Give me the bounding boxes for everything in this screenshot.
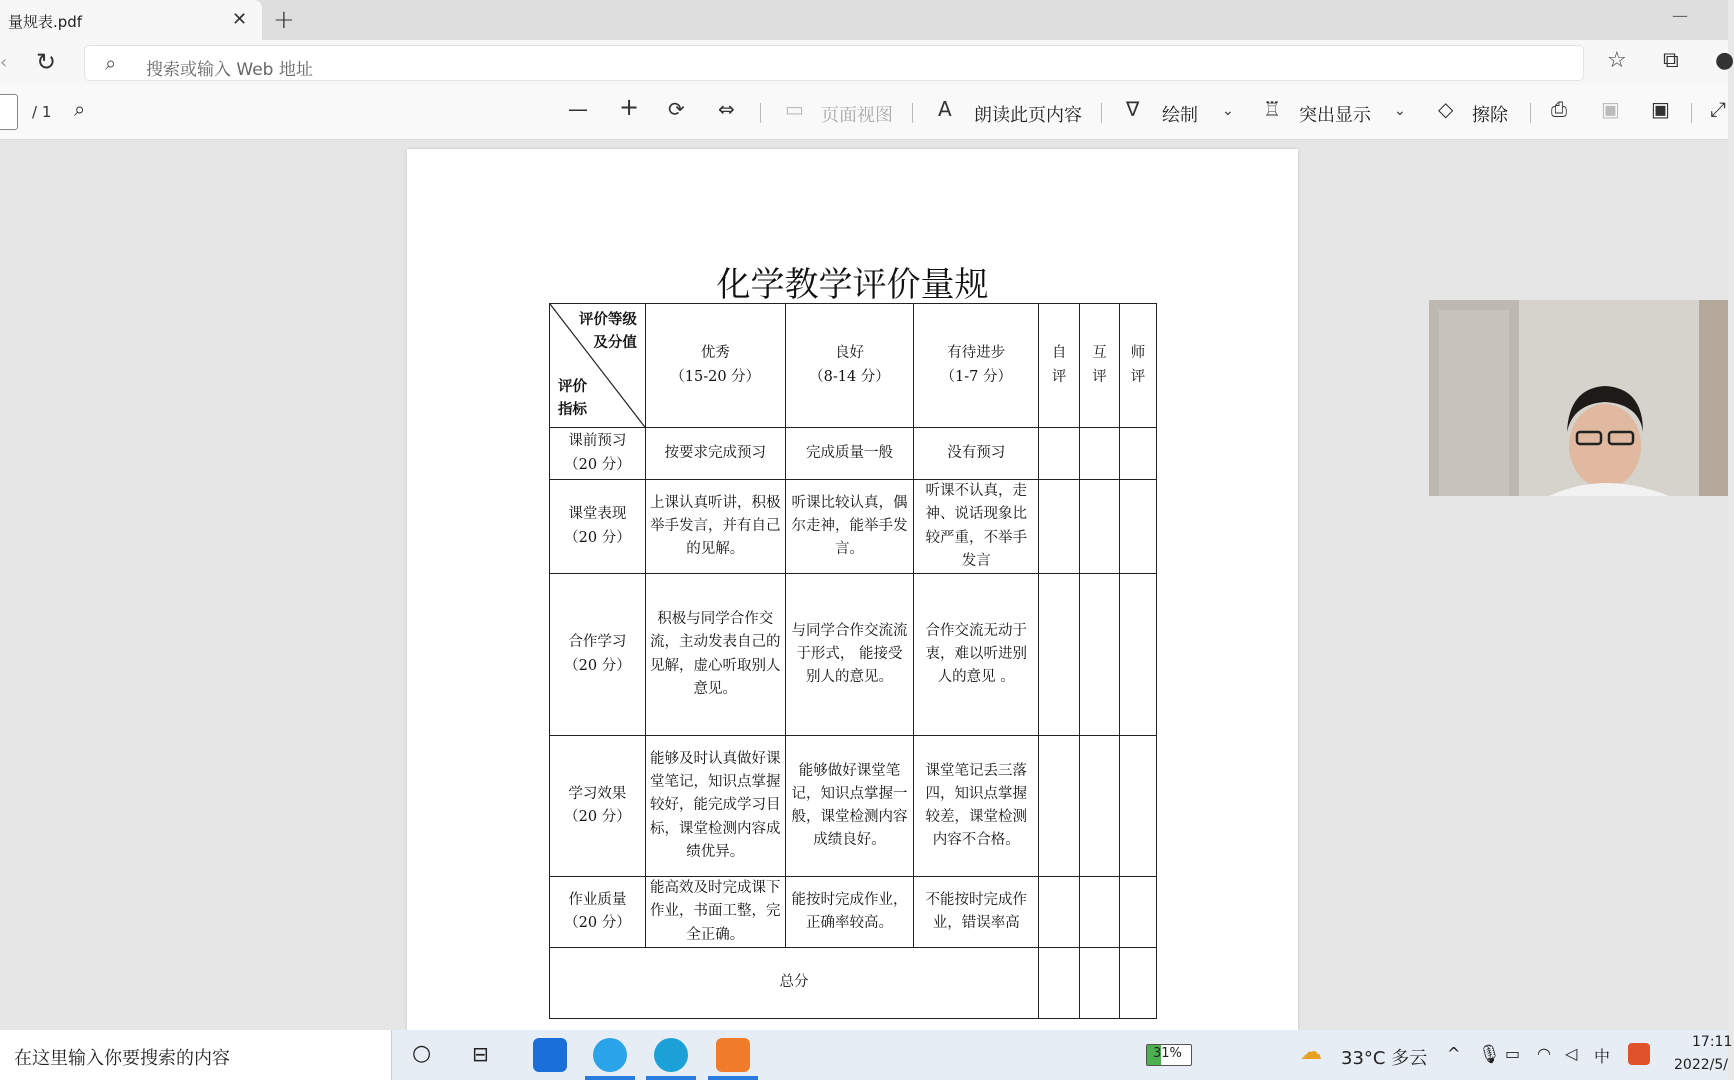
cell-self (1039, 480, 1080, 574)
cell-peer (1080, 948, 1120, 1019)
cell-teacher (1120, 428, 1157, 480)
cell-peer (1080, 736, 1120, 877)
favorites-icon[interactable]: ☆ (1607, 48, 1627, 73)
security-app-icon[interactable] (533, 1038, 567, 1072)
cell-peer (1080, 480, 1120, 574)
cell-improve: 不能按时完成作业，错误率高 (914, 877, 1039, 948)
cell-improve: 课堂笔记丢三落四，知识点掌握较差，课堂检测内容不合格。 (914, 736, 1039, 877)
clock-date[interactable]: 2022/5/ (1674, 1057, 1728, 1073)
cell-good: 完成质量一般 (785, 428, 914, 480)
save-icon: ▣ (1601, 97, 1620, 121)
address-input[interactable] (84, 45, 1584, 81)
divider (1530, 103, 1531, 123)
fit-width-icon[interactable]: ⇔ (718, 97, 735, 121)
active-indicator (585, 1076, 635, 1080)
cell-teacher (1120, 948, 1157, 1019)
cell-teacher (1120, 480, 1157, 574)
cell-peer (1080, 574, 1120, 736)
chevron-up-icon[interactable]: ^ (1447, 1044, 1461, 1063)
cell-self (1039, 877, 1080, 948)
cell-excellent: 上课认真听讲，积极举手发言，并有自己 的见解。 (645, 480, 785, 574)
active-indicator (708, 1076, 758, 1080)
header-self-eval: 自 评 (1039, 304, 1080, 428)
profile-icon[interactable]: ● (1715, 48, 1734, 73)
row-indicator: 作业质量 （20 分） (550, 877, 646, 948)
cell-self (1039, 574, 1080, 736)
task-view-icon[interactable]: ⊟ (472, 1042, 489, 1066)
table-row (550, 428, 1157, 480)
webcam-image (1429, 300, 1728, 496)
row-indicator: 合作学习 （20 分） (550, 574, 646, 736)
read-aloud-icon: A (938, 97, 952, 121)
table-header-row (550, 304, 1157, 428)
close-icon[interactable]: ✕ (232, 9, 248, 30)
wifi-icon[interactable]: ◠ (1537, 1044, 1551, 1063)
weather-icon: ☁ (1300, 1040, 1322, 1065)
collections-icon[interactable]: ⧉ (1663, 48, 1679, 73)
divider (760, 103, 761, 123)
taskbar-search-placeholder: 在这里输入你要搜索的内容 (14, 1048, 230, 1069)
cell-good: 与同学合作交流流于形式， 能接受别人的意见。 (785, 574, 914, 736)
table-row (550, 480, 1157, 574)
new-tab-icon[interactable]: + (273, 5, 295, 35)
page-number-input[interactable] (0, 94, 18, 130)
rotate-icon[interactable]: ⟳ (668, 97, 685, 121)
cell-good: 能够做好课堂笔记，知识点掌握一般，课堂检测内容成绩良好。 (785, 736, 914, 877)
cell-excellent: 能够及时认真做好课堂笔记，知识点掌握较好，能完成学习目标，课堂检测内容成绩优异。 (645, 736, 785, 877)
pdf-toolbar (0, 85, 1728, 140)
active-indicator (646, 1076, 696, 1080)
tab-pdf[interactable] (0, 0, 262, 40)
webcam-video (1429, 300, 1728, 496)
find-icon[interactable]: ⌕ (74, 97, 86, 121)
header-teacher-eval: 师 评 (1120, 304, 1157, 428)
cell-good: 能按时完成作业，正确率较高。 (785, 877, 914, 948)
header-good: 良好 （8-14 分） (785, 304, 914, 428)
divider (912, 103, 913, 123)
minimize-icon[interactable]: — (1672, 6, 1688, 25)
cortana-icon[interactable]: ○ (412, 1041, 432, 1066)
cell-excellent: 积极与同学合作交流，主动发表自己的见解，虚心听取别人意见。 (645, 574, 785, 736)
page-total: / 1 (32, 103, 52, 121)
tab-bar (0, 0, 1728, 40)
document-title: 化学教学评价量规 (716, 265, 989, 305)
indicator-label: 评价 指标 (558, 377, 587, 418)
back-icon[interactable]: ‹ (0, 52, 8, 73)
draw-button[interactable]: 绘制 (1162, 105, 1198, 126)
ime-indicator[interactable]: 中 (1594, 1047, 1611, 1066)
divider (1691, 103, 1692, 123)
read-aloud-button[interactable]: 朗读此页内容 (974, 105, 1082, 126)
zoom-in-icon[interactable]: + (619, 93, 640, 121)
cell-self (1039, 736, 1080, 877)
header-improve: 有待进步 （1-7 分） (914, 304, 1039, 428)
divider (1101, 103, 1102, 123)
cell-improve: 合作交流无动于衷，难以听进别人的意见 。 (914, 574, 1039, 736)
highlight-button[interactable]: 突出显示 (1299, 105, 1371, 126)
table-row (550, 574, 1157, 736)
eraser-icon: ◇ (1438, 97, 1454, 121)
header-peer-eval: 互 评 (1080, 304, 1120, 428)
rubric-table (549, 303, 1157, 1019)
address-bar (0, 40, 1734, 85)
battery-level: 31% (1153, 1046, 1182, 1061)
taskbar (0, 1030, 1733, 1080)
save-as-icon[interactable]: ▣ (1651, 97, 1670, 121)
search-icon: ⌕ (105, 51, 117, 75)
cell-peer (1080, 428, 1120, 480)
edge-browser-icon[interactable] (654, 1038, 688, 1072)
address-placeholder: 搜索或输入 Web 地址 (146, 60, 313, 80)
erase-button[interactable]: 擦除 (1472, 105, 1508, 126)
volume-icon[interactable]: ◁ (1565, 1044, 1578, 1063)
table-row (550, 877, 1157, 948)
cell-teacher (1120, 574, 1157, 736)
cell-excellent: 按要求完成预习 (645, 428, 785, 480)
row-indicator: 课堂表现 （20 分） (550, 480, 646, 574)
row-indicator: 学习效果 （20 分） (550, 736, 646, 877)
print-icon[interactable]: ⎙ (1551, 97, 1567, 121)
cell-teacher (1120, 736, 1157, 877)
cell-self (1039, 948, 1080, 1019)
cell-improve: 听课不认真，走神、说话现象比较严重，不举手发言 (914, 480, 1039, 574)
cell-self (1039, 428, 1080, 480)
clock-time[interactable]: 17:11 (1692, 1034, 1733, 1050)
reload-icon[interactable]: ↻ (36, 48, 57, 76)
cell-teacher (1120, 877, 1157, 948)
cell-good: 听课比较认真，偶尔走神，能举手发言。 (785, 480, 914, 574)
cell-peer (1080, 877, 1120, 948)
diagonal-header-cell (550, 304, 646, 428)
highlight-icon: ♖ (1263, 97, 1281, 121)
expand-icon[interactable]: ⤢ (1710, 97, 1726, 121)
tab-title: 量规表.pdf (8, 13, 83, 31)
row-indicator: 课前预习 （20 分） (550, 428, 646, 480)
pdf-page (407, 149, 1298, 1030)
header-excellent: 优秀 （15-20 分） (645, 304, 785, 428)
grade-label: 评价等级 及分值 (578, 311, 637, 352)
zoom-out-icon[interactable]: — (568, 97, 588, 121)
page-view-button: 页面视图 (821, 105, 893, 126)
total-row (550, 948, 1157, 1019)
pdf-viewer[interactable] (0, 140, 1728, 1030)
cell-excellent: 能高效及时完成课下作业，书面工整，完全正确。 (645, 877, 785, 948)
total-label: 总分 (550, 948, 1039, 1019)
weather-text[interactable]: 33°C 多云 (1341, 1048, 1428, 1069)
battery-tray-icon[interactable]: ▭ (1505, 1044, 1521, 1063)
presentation-app-icon[interactable] (716, 1038, 750, 1072)
table-row (550, 736, 1157, 877)
chevron-down-icon[interactable]: ⌄ (1394, 103, 1406, 119)
cell-improve: 没有预习 (914, 428, 1039, 480)
chevron-down-icon[interactable]: ⌄ (1222, 103, 1234, 119)
ie-browser-icon[interactable] (593, 1038, 627, 1072)
microphone-icon[interactable]: 🎙 (1478, 1044, 1501, 1065)
battery-icon[interactable] (1146, 1044, 1192, 1066)
sogou-ime-icon[interactable] (1628, 1043, 1650, 1065)
draw-icon: ∇ (1126, 97, 1140, 121)
page-view-icon: ▭ (785, 97, 804, 121)
taskbar-search-input[interactable] (0, 1030, 392, 1080)
